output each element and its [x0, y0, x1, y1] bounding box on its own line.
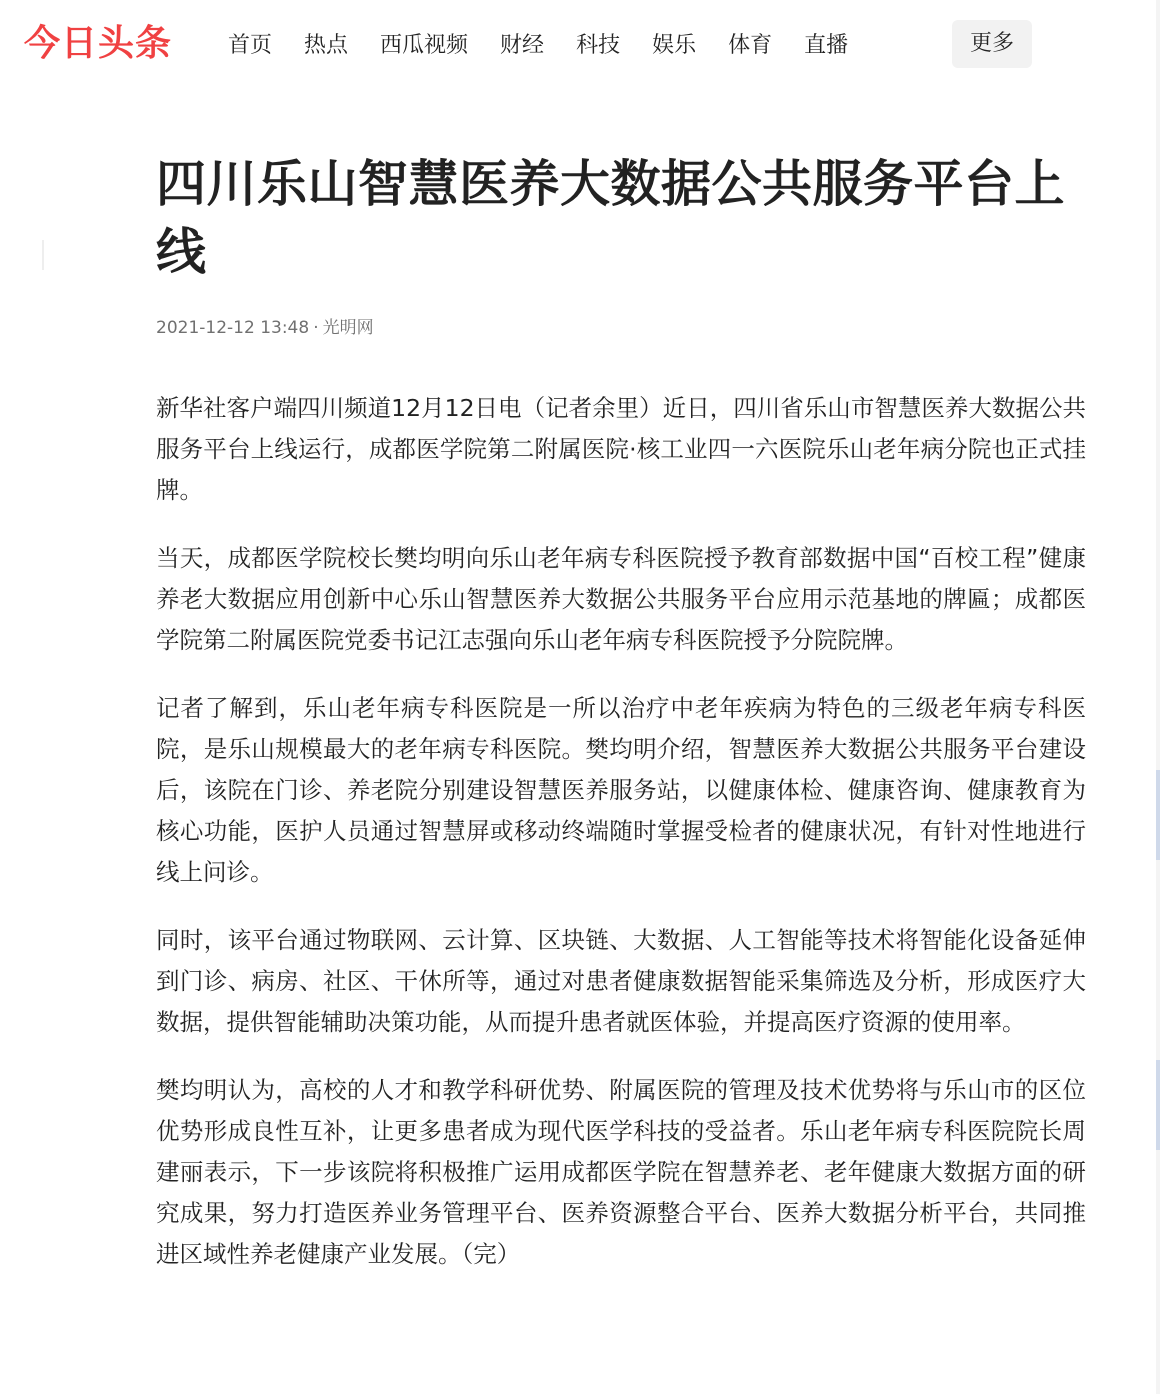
- article: [156, 150, 1086, 1302]
- left-divider: [42, 240, 44, 270]
- article-body: [156, 388, 1086, 1275]
- toutiao-logo[interactable]: 今日头条: [24, 23, 173, 64]
- article-paragraph: 樊均明认为，高校的人才和教学科研优势、附属医院的管理及技术优势将与乐山市的区位优势形成良性互补，让更多患者成为现代医学科技的受益者。乐山老年病专科医院院长周建丽表示，下一步该院将积极推广运用成都医学院在智慧养老、老年健康大数据方面的研究成果，努力打造医养业务管理平台、医养资源整合平台、医养大数据分析平台，共同推进区域性养老健康产业发展。（完）: [156, 1076, 1086, 1268]
- nav-more-button[interactable]: 更多: [952, 20, 1032, 68]
- article-meta: [156, 316, 1086, 340]
- nav-item-sports[interactable]: 体育: [728, 33, 773, 58]
- article-paragraph: 当天，成都医学院校长樊均明向乐山老年病专科医院授予教育部数据中国“百校工程”健康养老大数据应用创新中心乐山智慧医养大数据公共服务平台应用示范基地的牌匾；成都医学院第二附属医院党委书记江志强向乐山老年病专科医院授予分院院牌。: [156, 544, 1086, 654]
- nav-item-live[interactable]: 直播: [804, 33, 849, 58]
- meta-separator: ·: [313, 318, 319, 338]
- article-source[interactable]: 光明网: [322, 318, 374, 338]
- article-paragraph: 同时，该平台通过物联网、云计算、区块链、大数据、人工智能等技术将智能化设备延伸到门诊、病房、社区、干休所等，通过对患者健康数据智能采集筛选及分析，形成医疗大数据，提供智能辅助决策功能，从而提升患者就医体验，并提高医疗资源的使用率。: [156, 926, 1086, 1036]
- nav-item-entertainment[interactable]: 娱乐: [652, 33, 697, 58]
- nav-item-hot[interactable]: 热点: [304, 33, 349, 58]
- article-paragraph: 记者了解到，乐山老年病专科医院是一所以治疗中老年疾病为特色的三级老年病专科医院，是乐山规模最大的老年病专科医院。樊均明介绍，智慧医养大数据公共服务平台建设后，该院在门诊、养老院分别建设智慧医养服务站，以健康体检、健康咨询、健康教育为核心功能，医护人员通过智慧屏或移动终端随时掌握受检者的健康状况，有针对性地进行线上问诊。: [156, 694, 1086, 886]
- article-paragraph: 新华社客户端四川频道12月12日电（记者余里）近日，四川省乐山市智慧医养大数据公共服务平台上线运行，成都医学院第二附属医院·核工业四一六医院乐山老年病分院也正式挂牌。: [156, 394, 1086, 504]
- nav-item-tech[interactable]: 科技: [576, 33, 621, 58]
- publish-time: 2021-12-12 13:48: [156, 318, 310, 338]
- top-navigation-bar: [0, 0, 1162, 88]
- scrollbar-accent: [1156, 770, 1160, 860]
- nav-item-finance[interactable]: 财经: [500, 33, 545, 58]
- scrollbar-accent: [1156, 1060, 1160, 1150]
- nav-item-home[interactable]: 首页: [228, 33, 273, 58]
- page-scrollbar-track[interactable]: [1156, 0, 1160, 1394]
- nav-item-xigua-video[interactable]: 西瓜视频: [380, 33, 469, 58]
- main-nav: [212, 24, 864, 68]
- article-title: 四川乐山智慧医养大数据公共服务平台上线: [156, 155, 1065, 281]
